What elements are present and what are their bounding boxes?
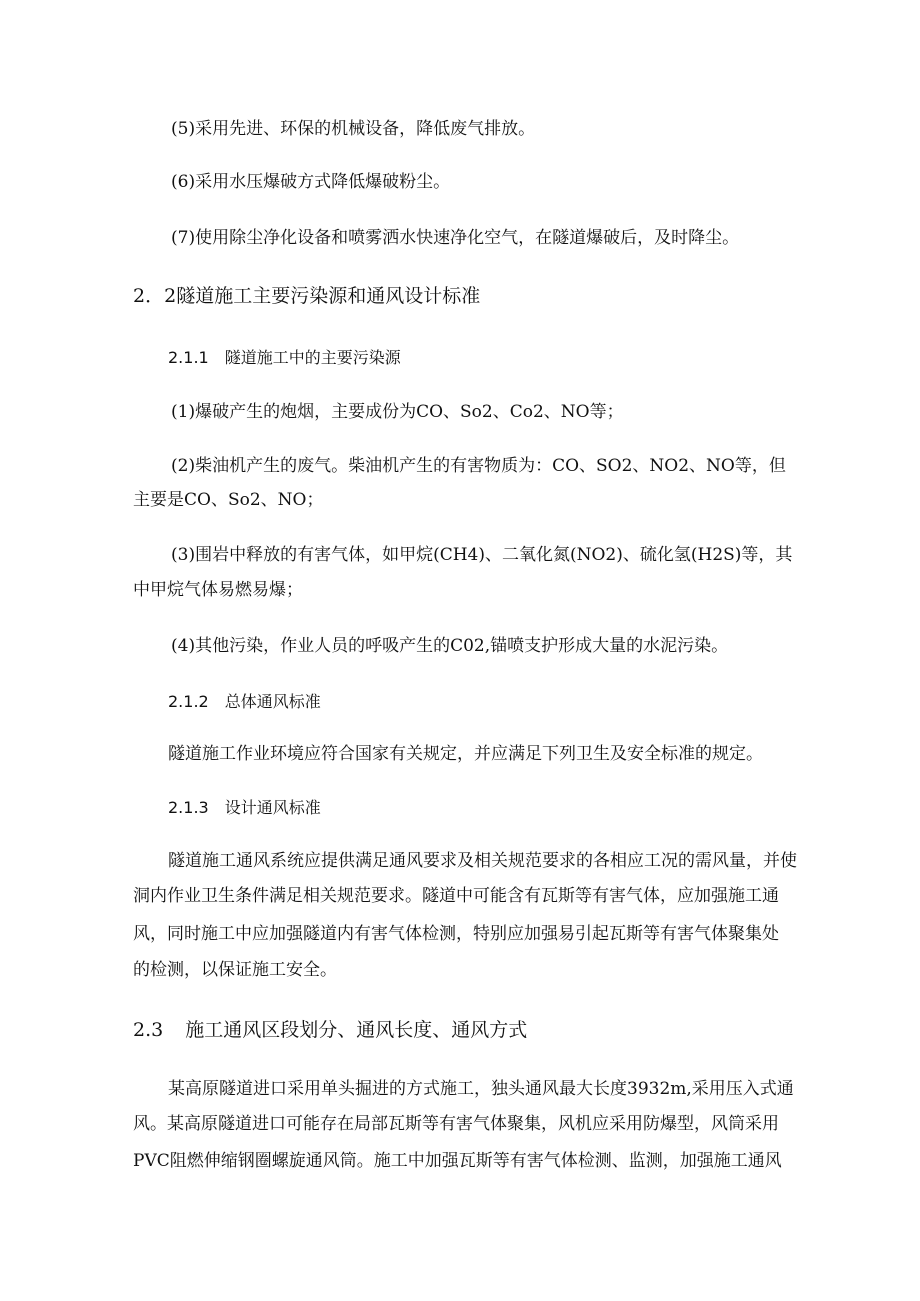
subsection-title: 隧道施工中的主要污染源 — [224, 348, 401, 367]
subsection-title: 设计通风标准 — [224, 798, 321, 817]
section-title: 施工通风区段划分、通风长度、通风方式 — [185, 1019, 528, 1041]
pollution-item-2-line-2: 主要是CO、So2、NO； — [133, 490, 324, 510]
subsection-number: 2.1.3 — [168, 798, 209, 817]
subsection-heading-2-1-3 — [168, 797, 321, 819]
paragraph-item-7: (7)使用除尘净化设备和喷雾洒水快速净化空气，在隧道爆破后，及时降尘。 — [171, 228, 740, 248]
section-title: 隧道施工主要污染源和通风设计标准 — [176, 285, 481, 307]
paragraph-ventilation-standard: 隧道施工作业环境应符合国家有关规定，并应满足下列卫生及安全标准的规定。 — [168, 744, 763, 764]
paragraph-item-5: (5)采用先进、环保的机械设备，降低废气排放。 — [171, 119, 536, 139]
pollution-item-3-line-2: 中甲烷气体易燃易爆； — [133, 580, 303, 600]
paragraph-design-standard-line-3: 风，同时施工中应加强隧道内有害气体检测，特别应加强易引起瓦斯等有害气体聚集处 — [133, 924, 779, 944]
pollution-item-4: (4)其他污染，作业人员的呼吸产生的C02,锚喷支护形成大量的水泥污染。 — [171, 636, 729, 656]
section-number: 2．2 — [133, 285, 177, 307]
subsection-number: 2.1.1 — [168, 348, 209, 367]
paragraph-section-2-3-line-3: PVC阻燃伸缩钢圈螺旋通风筒。施工中加强瓦斯等有害气体检测、监测，加强施工通风 — [133, 1151, 782, 1171]
paragraph-design-standard-line-4: 的检测，以保证施工安全。 — [133, 960, 337, 980]
paragraph-design-standard-line-1: 隧道施工通风系统应提供满足通风要求及相关规范要求的各相应工况的需风量，并使 — [168, 851, 797, 871]
paragraph-section-2-3-line-1: 某高原隧道进口采用单头掘进的方式施工，独头通风最大长度3932m,采用压入式通 — [168, 1079, 794, 1099]
section-heading-2-3 — [133, 1018, 527, 1042]
pollution-item-3-line-1: (3)围岩中释放的有害气体，如甲烷(CH4)、二氧化氮(NO2)、硫化氢(H2S)等，其 — [171, 545, 793, 565]
subsection-number: 2.1.2 — [168, 692, 209, 711]
paragraph-item-6: (6)采用水压爆破方式降低爆破粉尘。 — [171, 172, 451, 192]
paragraph-section-2-3-line-2: 风。某高原隧道进口可能存在局部瓦斯等有害气体聚集，风机应采用防爆型，风筒采用 — [133, 1114, 779, 1134]
section-heading-2-2 — [133, 284, 480, 308]
subsection-heading-2-1-1 — [168, 347, 401, 369]
pollution-item-1: (1)爆破产生的炮烟，主要成份为CO、So2、Co2、NO等； — [171, 402, 624, 422]
section-number: 2.3 — [133, 1019, 164, 1041]
pollution-item-2-line-1: (2)柴油机产生的废气。柴油机产生的有害物质为：CO、SO2、NO2、NO等，但 — [171, 456, 786, 476]
paragraph-design-standard-line-2: 洞内作业卫生条件满足相关规范要求。隧道中可能含有瓦斯等有害气体，应加强施工通 — [133, 886, 779, 906]
subsection-title: 总体通风标准 — [224, 692, 321, 711]
subsection-heading-2-1-2 — [168, 691, 321, 713]
